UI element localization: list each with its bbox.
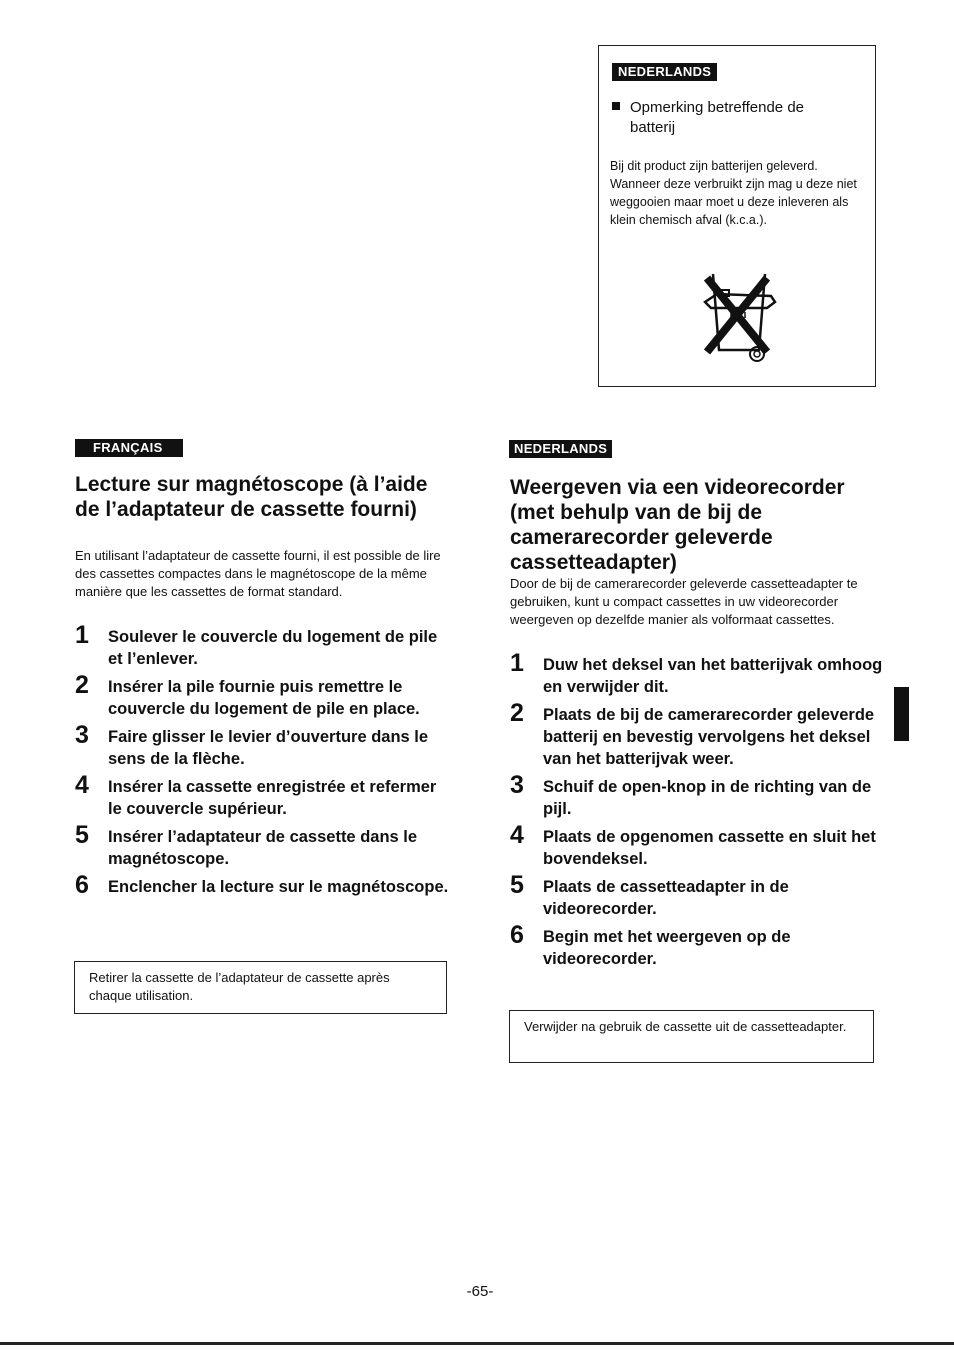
step-text: Begin met het weergeven op de videorecorder. [543,928,791,968]
french-language-label: FRANÇAIS [75,439,183,457]
french-step [75,671,450,720]
french-steps-list [75,621,450,904]
step-number: 6 [75,871,89,899]
battery-heading-text: Opmerking betreffende de batterij [630,99,805,136]
step-number: 4 [510,821,524,849]
step-number: 3 [75,721,89,749]
step-text: Plaats de cassetteadapter in de videorecorder. [543,878,789,918]
step-text: Schuif de open-knop in de richting van de pijl. [543,778,872,818]
dutch-step [510,699,885,770]
crossed-out-bin-icon [697,254,781,362]
french-language-tag [75,439,183,457]
step-number: 1 [510,649,524,677]
section-thumb-tab [894,687,909,741]
step-text: Soulever le couvercle du logement de pile et l’enlever. [108,628,438,668]
step-number: 5 [75,821,89,849]
dutch-step [510,771,885,820]
step-number: 6 [510,921,524,949]
dutch-language-label: NEDERLANDS [509,440,612,458]
dutch-step [510,871,885,920]
step-number: 5 [510,871,524,899]
step-number: 1 [75,621,89,649]
french-note-box: Retirer la cassette de l’adaptateur de cassette après chaque utilisation. [74,961,447,1014]
step-text: Insérer la cassette enregistrée et refermer le couvercle supérieur. [108,778,437,818]
step-text: Enclencher la lecture sur le magnétoscope. [108,878,449,896]
step-text: Faire glisser le levier d’ouverture dans le sens de la flèche. [108,728,429,768]
step-text: Duw het deksel van het batterijvak omhoog en verwijder dit. [543,656,883,696]
battery-body-text: Bij dit product zijn batterijen geleverd. Wanneer deze verbruikt zijn mag u deze niet weggooien maar moet u deze inleveren als klein chemisch afval (k.c.a.). [610,159,857,227]
bottom-rule [0,1342,954,1345]
dutch-section-title: Weergeven via een videorecorder (met behulp van de bij de camerarecorder geleverde cassetteadapter) [510,476,845,574]
french-intro-text: En utilisant l’adaptateur de cassette fourni, il est possible de lire des cassettes compactes dans le magnétoscope de la même manière que les cassettes de format standard. [75,548,441,599]
french-step [75,821,450,870]
dutch-step [510,821,885,870]
battery-language-tag [612,63,717,81]
step-text: Insérer l’adaptateur de cassette dans le magnétoscope. [108,828,418,868]
step-number: 2 [510,699,524,727]
step-number: 3 [510,771,524,799]
dutch-note-box: Verwijder na gebruik de cassette uit de cassetteadapter. [509,1010,874,1063]
bullet-square-icon [612,102,620,110]
french-step [75,621,450,670]
step-number: 2 [75,671,89,699]
battery-language-label: NEDERLANDS [612,63,717,81]
french-section-title: Lecture sur magnétoscope (à l’aide de l’adaptateur de cassette fourni) [75,473,428,521]
battery-notice-box [598,45,876,387]
dutch-language-tag [509,440,612,458]
dutch-steps-list [510,649,885,976]
dutch-step [510,649,885,698]
step-text: Plaats de opgenomen cassette en sluit het bovendeksel. [543,828,876,868]
step-number: 4 [75,771,89,799]
step-text: Insérer la pile fournie puis remettre le couvercle du logement de pile en place. [108,678,420,718]
battery-heading [612,98,862,138]
french-step [75,771,450,820]
french-step [75,721,450,770]
page-number: -65- [466,1283,494,1300]
step-text: Plaats de bij de camerarecorder geleverde batterij en bevestig vervolgens het deksel van het batterijvak weer. [543,706,875,768]
dutch-intro-text: Door de bij de camerarecorder geleverde cassetteadapter te gebruiken, kunt u compact cassettes in uw videorecorder weergeven op dezelfde manier als volformaat cassettes. [510,576,858,627]
french-step [75,871,450,899]
dutch-step [510,921,885,970]
